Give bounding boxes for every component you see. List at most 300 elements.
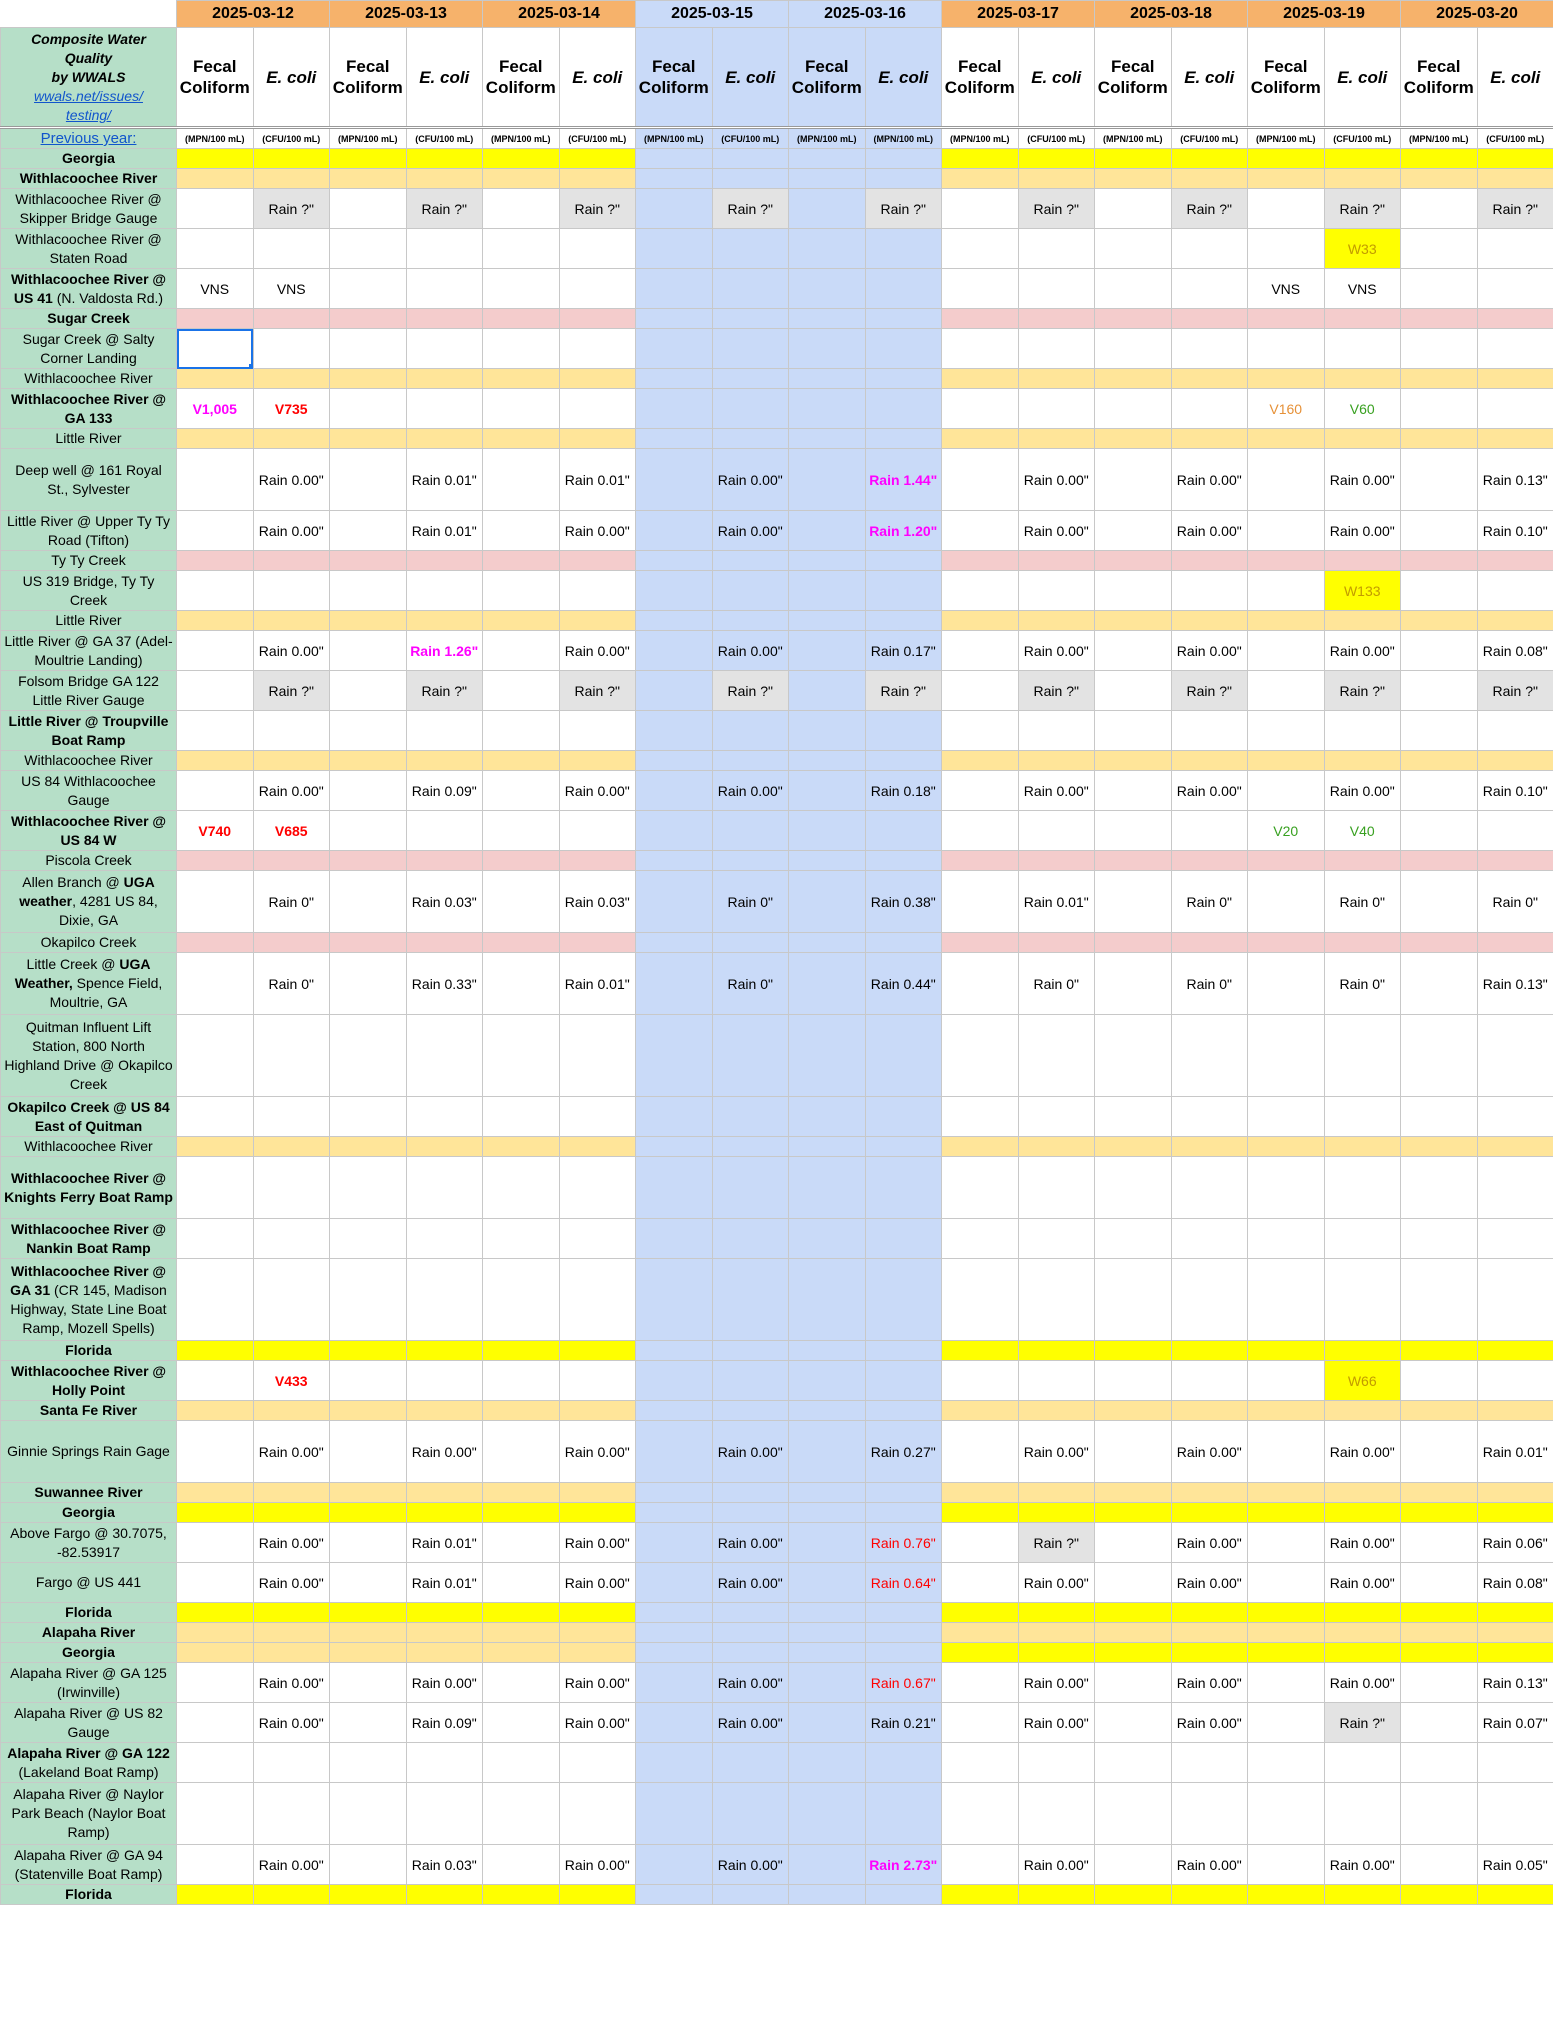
empty-cell[interactable] [559, 389, 636, 429]
empty-cell[interactable] [789, 511, 866, 551]
site-label[interactable] [1, 229, 177, 269]
empty-cell[interactable] [636, 329, 713, 369]
value-cell[interactable]: V160 [1248, 389, 1325, 429]
value-cell[interactable]: Rain 0.00" [1171, 511, 1248, 551]
unit-cell[interactable]: (MPN/100 mL) [483, 128, 560, 149]
section-cell[interactable] [942, 1137, 1019, 1157]
section-cell[interactable] [789, 429, 866, 449]
empty-cell[interactable] [1095, 1015, 1172, 1097]
value-cell[interactable]: Rain 0.00" [712, 1703, 789, 1743]
empty-cell[interactable] [1401, 1097, 1478, 1137]
value-cell[interactable]: Rain 0.00" [406, 1421, 483, 1483]
empty-cell[interactable] [1477, 1783, 1553, 1845]
empty-cell[interactable] [942, 1563, 1019, 1603]
value-cell[interactable]: Rain 0.00" [1171, 771, 1248, 811]
empty-cell[interactable] [1171, 571, 1248, 611]
empty-cell[interactable] [330, 1563, 407, 1603]
empty-cell[interactable] [1248, 571, 1325, 611]
site-label[interactable] [1, 1563, 177, 1603]
value-cell[interactable]: V433 [253, 1361, 330, 1401]
section-cell[interactable] [942, 1885, 1019, 1905]
section-cell[interactable] [712, 369, 789, 389]
site-label[interactable] [1, 871, 177, 933]
section-cell[interactable] [1477, 611, 1553, 631]
empty-cell[interactable] [1401, 1259, 1478, 1341]
value-cell[interactable]: Rain 0.00" [712, 1421, 789, 1483]
empty-cell[interactable] [636, 1743, 713, 1783]
section-cell[interactable] [789, 1483, 866, 1503]
section-cell[interactable] [253, 429, 330, 449]
section-cell[interactable] [253, 1623, 330, 1643]
section-cell[interactable] [1248, 1137, 1325, 1157]
section-label[interactable] [1, 369, 177, 389]
empty-cell[interactable] [1095, 1563, 1172, 1603]
section-cell[interactable] [253, 1341, 330, 1361]
empty-cell[interactable] [406, 811, 483, 851]
section-cell[interactable] [1095, 1623, 1172, 1643]
value-cell[interactable]: Rain 0.00" [1018, 449, 1095, 511]
empty-cell[interactable] [1248, 631, 1325, 671]
value-cell[interactable]: Rain 0.00" [253, 771, 330, 811]
value-cell[interactable]: Rain 0" [1171, 953, 1248, 1015]
empty-cell[interactable] [253, 1097, 330, 1137]
section-cell[interactable] [1018, 1885, 1095, 1905]
empty-cell[interactable] [330, 1097, 407, 1137]
empty-cell[interactable] [1401, 229, 1478, 269]
section-cell[interactable] [1401, 429, 1478, 449]
empty-cell[interactable] [1248, 1743, 1325, 1783]
empty-cell[interactable] [865, 1743, 942, 1783]
value-cell[interactable]: Rain ?" [1171, 189, 1248, 229]
empty-cell[interactable] [636, 1421, 713, 1483]
fecal-coliform-header[interactable]: Fecal Coliform [789, 28, 866, 128]
date-header[interactable]: 2025-03-16 [789, 1, 942, 28]
value-cell[interactable]: Rain 0" [1018, 953, 1095, 1015]
value-cell[interactable]: Rain ?" [1477, 671, 1553, 711]
ecoli-header[interactable]: E. coli [1018, 28, 1095, 128]
section-cell[interactable] [559, 751, 636, 771]
empty-cell[interactable] [942, 631, 1019, 671]
empty-cell[interactable] [942, 269, 1019, 309]
empty-cell[interactable] [865, 1097, 942, 1137]
empty-cell[interactable] [1171, 389, 1248, 429]
empty-cell[interactable] [1401, 631, 1478, 671]
empty-cell[interactable] [789, 711, 866, 751]
empty-cell[interactable] [1401, 1845, 1478, 1885]
empty-cell[interactable] [1095, 771, 1172, 811]
date-header[interactable]: 2025-03-20 [1401, 1, 1553, 28]
value-cell[interactable]: V60 [1324, 389, 1401, 429]
section-cell[interactable] [712, 1503, 789, 1523]
section-cell[interactable] [712, 1341, 789, 1361]
section-cell[interactable] [559, 1401, 636, 1421]
empty-cell[interactable] [1171, 1157, 1248, 1219]
section-cell[interactable] [1324, 1643, 1401, 1663]
empty-cell[interactable] [1095, 511, 1172, 551]
unit-cell[interactable]: (MPN/100 mL) [1401, 128, 1478, 149]
section-cell[interactable] [1477, 369, 1553, 389]
empty-cell[interactable] [1324, 711, 1401, 751]
empty-cell[interactable] [942, 1259, 1019, 1341]
value-cell[interactable]: Rain 0.00" [1171, 1421, 1248, 1483]
empty-cell[interactable] [559, 269, 636, 309]
section-cell[interactable] [559, 429, 636, 449]
section-cell[interactable] [1018, 369, 1095, 389]
value-cell[interactable]: Rain 0.10" [1477, 771, 1553, 811]
section-cell[interactable] [177, 1603, 254, 1623]
empty-cell[interactable] [1095, 1845, 1172, 1885]
section-cell[interactable] [1248, 933, 1325, 953]
section-cell[interactable] [1401, 933, 1478, 953]
site-label[interactable] [1, 1015, 177, 1097]
empty-cell[interactable] [330, 449, 407, 511]
empty-cell[interactable] [1401, 269, 1478, 309]
empty-cell[interactable] [483, 953, 560, 1015]
section-label[interactable] [1, 429, 177, 449]
empty-cell[interactable] [865, 389, 942, 429]
empty-cell[interactable] [712, 1783, 789, 1845]
empty-cell[interactable] [1171, 1743, 1248, 1783]
value-cell[interactable]: Rain 0.38" [865, 871, 942, 933]
empty-cell[interactable] [942, 1219, 1019, 1259]
section-cell[interactable] [253, 1643, 330, 1663]
empty-cell[interactable] [1477, 1361, 1553, 1401]
section-cell[interactable] [177, 1643, 254, 1663]
empty-cell[interactable] [559, 1219, 636, 1259]
section-cell[interactable] [636, 1885, 713, 1905]
empty-cell[interactable] [253, 1015, 330, 1097]
empty-cell[interactable] [330, 871, 407, 933]
site-label[interactable] [1, 511, 177, 551]
section-cell[interactable] [636, 1623, 713, 1643]
section-cell[interactable] [559, 169, 636, 189]
section-cell[interactable] [942, 1341, 1019, 1361]
section-cell[interactable] [636, 1603, 713, 1623]
section-label[interactable] [1, 1603, 177, 1623]
value-cell[interactable]: Rain 0.00" [1324, 771, 1401, 811]
section-cell[interactable] [1324, 551, 1401, 571]
empty-cell[interactable] [330, 811, 407, 851]
section-cell[interactable] [253, 1503, 330, 1523]
empty-cell[interactable] [406, 1015, 483, 1097]
section-cell[interactable] [177, 1885, 254, 1905]
empty-cell[interactable] [1018, 1259, 1095, 1341]
unit-cell[interactable]: (MPN/100 mL) [865, 128, 942, 149]
value-cell[interactable]: Rain 0.76" [865, 1523, 942, 1563]
section-cell[interactable] [1477, 1401, 1553, 1421]
section-cell[interactable] [942, 309, 1019, 329]
section-cell[interactable] [1401, 1503, 1478, 1523]
section-cell[interactable] [1248, 1643, 1325, 1663]
empty-cell[interactable] [1171, 1259, 1248, 1341]
section-cell[interactable] [1324, 1503, 1401, 1523]
value-cell[interactable]: W33 [1324, 229, 1401, 269]
value-cell[interactable]: Rain 0.01" [559, 953, 636, 1015]
empty-cell[interactable] [942, 671, 1019, 711]
empty-cell[interactable] [636, 511, 713, 551]
section-cell[interactable] [406, 933, 483, 953]
empty-cell[interactable] [1095, 571, 1172, 611]
empty-cell[interactable] [1401, 1563, 1478, 1603]
unit-cell[interactable]: (MPN/100 mL) [177, 128, 254, 149]
section-cell[interactable] [483, 751, 560, 771]
value-cell[interactable]: VNS [1248, 269, 1325, 309]
empty-cell[interactable] [559, 571, 636, 611]
empty-cell[interactable] [1095, 811, 1172, 851]
ecoli-header[interactable]: E. coli [559, 28, 636, 128]
empty-cell[interactable] [559, 1783, 636, 1845]
section-cell[interactable] [636, 751, 713, 771]
empty-cell[interactable] [559, 329, 636, 369]
empty-cell[interactable] [177, 571, 254, 611]
empty-cell[interactable] [330, 571, 407, 611]
site-label[interactable] [1, 1663, 177, 1703]
section-cell[interactable] [789, 933, 866, 953]
value-cell[interactable]: Rain 0.21" [865, 1703, 942, 1743]
value-cell[interactable]: Rain ?" [1018, 189, 1095, 229]
section-cell[interactable] [1171, 1483, 1248, 1503]
empty-cell[interactable] [559, 1097, 636, 1137]
empty-cell[interactable] [789, 771, 866, 811]
section-label[interactable] [1, 1643, 177, 1663]
section-cell[interactable] [712, 169, 789, 189]
empty-cell[interactable] [636, 1563, 713, 1603]
date-header[interactable]: 2025-03-19 [1248, 1, 1401, 28]
section-cell[interactable] [1095, 369, 1172, 389]
section-cell[interactable] [177, 1137, 254, 1157]
section-cell[interactable] [406, 1401, 483, 1421]
empty-cell[interactable] [406, 1097, 483, 1137]
empty-cell[interactable] [636, 711, 713, 751]
section-cell[interactable] [1171, 1341, 1248, 1361]
section-cell[interactable] [1171, 1603, 1248, 1623]
section-cell[interactable] [1095, 551, 1172, 571]
site-label[interactable] [1, 1219, 177, 1259]
empty-cell[interactable] [1095, 871, 1172, 933]
section-cell[interactable] [177, 1401, 254, 1421]
empty-cell[interactable] [1095, 229, 1172, 269]
section-cell[interactable] [483, 933, 560, 953]
empty-cell[interactable] [406, 1743, 483, 1783]
section-cell[interactable] [559, 851, 636, 871]
value-cell[interactable]: Rain 0.07" [1477, 1703, 1553, 1743]
section-cell[interactable] [1095, 1483, 1172, 1503]
section-cell[interactable] [1171, 149, 1248, 169]
section-cell[interactable] [1401, 1401, 1478, 1421]
value-cell[interactable]: Rain 0.00" [253, 1421, 330, 1483]
section-cell[interactable] [712, 1603, 789, 1623]
empty-cell[interactable] [1401, 189, 1478, 229]
site-label[interactable] [1, 631, 177, 671]
section-cell[interactable] [942, 169, 1019, 189]
section-label[interactable] [1, 751, 177, 771]
section-cell[interactable] [330, 851, 407, 871]
section-cell[interactable] [559, 1603, 636, 1623]
section-cell[interactable] [177, 149, 254, 169]
empty-cell[interactable] [1401, 1743, 1478, 1783]
section-cell[interactable] [1401, 1137, 1478, 1157]
value-cell[interactable]: Rain ?" [406, 671, 483, 711]
section-cell[interactable] [1095, 1137, 1172, 1157]
section-cell[interactable] [177, 1341, 254, 1361]
section-cell[interactable] [1477, 149, 1553, 169]
value-cell[interactable]: Rain 0.03" [406, 871, 483, 933]
value-cell[interactable]: Rain 0.13" [1477, 449, 1553, 511]
value-cell[interactable]: Rain 1.26" [406, 631, 483, 671]
site-label[interactable] [1, 329, 177, 369]
value-cell[interactable]: Rain 0.00" [712, 1663, 789, 1703]
value-cell[interactable]: Rain 0" [1324, 871, 1401, 933]
section-cell[interactable] [406, 1623, 483, 1643]
value-cell[interactable]: Rain 0.00" [712, 1845, 789, 1885]
value-cell[interactable]: Rain 0.00" [1324, 1421, 1401, 1483]
value-cell[interactable]: Rain 0" [712, 953, 789, 1015]
empty-cell[interactable] [1477, 1015, 1553, 1097]
empty-cell[interactable] [942, 1421, 1019, 1483]
empty-cell[interactable] [1401, 389, 1478, 429]
section-cell[interactable] [483, 1137, 560, 1157]
section-cell[interactable] [1477, 1137, 1553, 1157]
unit-cell[interactable]: (CFU/100 mL) [1018, 128, 1095, 149]
section-label[interactable] [1, 169, 177, 189]
value-cell[interactable]: Rain 0.00" [253, 1523, 330, 1563]
empty-cell[interactable] [942, 1743, 1019, 1783]
section-cell[interactable] [865, 1137, 942, 1157]
section-cell[interactable] [253, 309, 330, 329]
section-cell[interactable] [1171, 611, 1248, 631]
empty-cell[interactable] [1018, 1743, 1095, 1783]
empty-cell[interactable] [483, 1845, 560, 1885]
value-cell[interactable]: Rain 0.00" [1018, 1663, 1095, 1703]
empty-cell[interactable] [483, 1563, 560, 1603]
section-cell[interactable] [712, 1401, 789, 1421]
empty-cell[interactable] [406, 389, 483, 429]
ecoli-header[interactable]: E. coli [253, 28, 330, 128]
section-cell[interactable] [1018, 851, 1095, 871]
section-cell[interactable] [1324, 751, 1401, 771]
empty-cell[interactable] [1018, 1361, 1095, 1401]
value-cell[interactable]: Rain ?" [865, 671, 942, 711]
empty-cell[interactable] [865, 811, 942, 851]
value-cell[interactable]: Rain 0.01" [406, 1523, 483, 1563]
value-cell[interactable]: V20 [1248, 811, 1325, 851]
empty-cell[interactable] [406, 571, 483, 611]
empty-cell[interactable] [1401, 1421, 1478, 1483]
section-cell[interactable] [177, 551, 254, 571]
section-cell[interactable] [559, 1503, 636, 1523]
unit-cell[interactable]: (CFU/100 mL) [1477, 128, 1553, 149]
empty-cell[interactable] [483, 389, 560, 429]
value-cell[interactable]: Rain 0.01" [406, 449, 483, 511]
section-cell[interactable] [1401, 1643, 1478, 1663]
section-cell[interactable] [1095, 851, 1172, 871]
empty-cell[interactable] [865, 269, 942, 309]
section-cell[interactable] [253, 1885, 330, 1905]
empty-cell[interactable] [636, 871, 713, 933]
section-cell[interactable] [712, 1623, 789, 1643]
empty-cell[interactable] [1401, 1523, 1478, 1563]
empty-cell[interactable] [177, 1015, 254, 1097]
empty-cell[interactable] [789, 269, 866, 309]
section-cell[interactable] [253, 169, 330, 189]
empty-cell[interactable] [483, 1361, 560, 1401]
value-cell[interactable]: Rain 1.44" [865, 449, 942, 511]
ecoli-header[interactable]: E. coli [712, 28, 789, 128]
section-cell[interactable] [942, 1483, 1019, 1503]
section-cell[interactable] [483, 1483, 560, 1503]
section-cell[interactable] [559, 369, 636, 389]
empty-cell[interactable] [483, 771, 560, 811]
section-cell[interactable] [942, 1503, 1019, 1523]
section-cell[interactable] [942, 751, 1019, 771]
empty-cell[interactable] [177, 871, 254, 933]
section-cell[interactable] [406, 611, 483, 631]
empty-cell[interactable] [789, 389, 866, 429]
empty-cell[interactable] [330, 953, 407, 1015]
empty-cell[interactable] [712, 1259, 789, 1341]
empty-cell[interactable] [483, 811, 560, 851]
empty-cell[interactable] [177, 449, 254, 511]
section-cell[interactable] [406, 149, 483, 169]
section-cell[interactable] [1477, 309, 1553, 329]
empty-cell[interactable] [712, 811, 789, 851]
section-cell[interactable] [1248, 1341, 1325, 1361]
section-cell[interactable] [253, 1483, 330, 1503]
empty-cell[interactable] [789, 449, 866, 511]
section-cell[interactable] [483, 1341, 560, 1361]
section-cell[interactable] [1401, 369, 1478, 389]
section-cell[interactable] [1171, 851, 1248, 871]
empty-cell[interactable] [177, 511, 254, 551]
section-cell[interactable] [330, 933, 407, 953]
value-cell[interactable]: Rain 0.33" [406, 953, 483, 1015]
section-label[interactable] [1, 309, 177, 329]
section-cell[interactable] [1018, 611, 1095, 631]
section-cell[interactable] [483, 1643, 560, 1663]
section-cell[interactable] [1324, 309, 1401, 329]
section-cell[interactable] [406, 551, 483, 571]
empty-cell[interactable] [1401, 711, 1478, 751]
value-cell[interactable]: Rain 0" [1171, 871, 1248, 933]
section-cell[interactable] [1018, 1341, 1095, 1361]
empty-cell[interactable] [789, 1421, 866, 1483]
empty-cell[interactable] [1477, 1219, 1553, 1259]
section-cell[interactable] [330, 1137, 407, 1157]
empty-cell[interactable] [712, 711, 789, 751]
empty-cell[interactable] [330, 1361, 407, 1401]
value-cell[interactable]: Rain ?" [559, 671, 636, 711]
value-cell[interactable]: Rain 0.00" [1018, 1845, 1095, 1885]
empty-cell[interactable] [483, 511, 560, 551]
unit-cell[interactable]: (MPN/100 mL) [636, 128, 713, 149]
previous-year-link[interactable]: Previous year: [40, 130, 137, 147]
empty-cell[interactable] [1248, 871, 1325, 933]
ecoli-header[interactable]: E. coli [1171, 28, 1248, 128]
empty-cell[interactable] [483, 269, 560, 309]
value-cell[interactable]: Rain 0.09" [406, 1703, 483, 1743]
value-cell[interactable]: Rain 0.06" [1477, 1523, 1553, 1563]
empty-cell[interactable] [712, 1361, 789, 1401]
value-cell[interactable]: Rain 0.00" [1324, 1663, 1401, 1703]
empty-cell[interactable] [1095, 711, 1172, 751]
empty-cell[interactable] [177, 189, 254, 229]
empty-cell[interactable] [1401, 449, 1478, 511]
empty-cell[interactable] [1095, 1743, 1172, 1783]
value-cell[interactable]: V740 [177, 811, 254, 851]
empty-cell[interactable] [789, 1219, 866, 1259]
empty-cell[interactable] [1401, 771, 1478, 811]
section-cell[interactable] [330, 751, 407, 771]
